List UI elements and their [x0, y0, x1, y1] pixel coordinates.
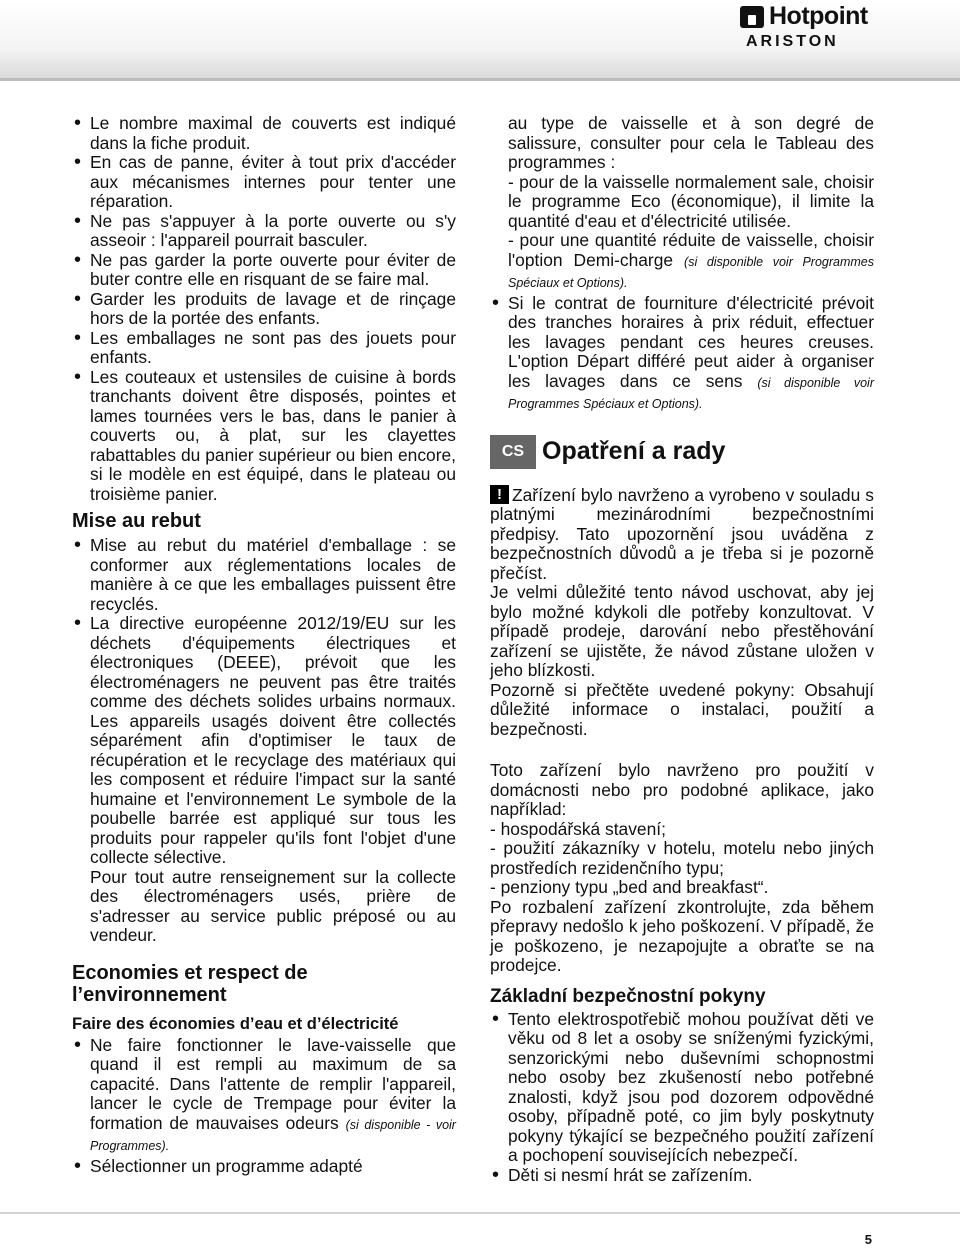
list-item: • En cas de panne, éviter à tout prix d'accéder aux mécanismes internes pour tenter une réparation.	[72, 153, 456, 212]
list-item: - použití zákazníky v hotelu, motelu nebo jiných prostředích rezidenčního typu;	[490, 838, 874, 878]
list-item: • Mise au rebut du matériel d'emballage : se conformer aux réglementations locales de manière à ce que les emballages puissent être recyclés.	[72, 536, 456, 614]
left-column	[72, 114, 456, 1176]
paragraph	[490, 231, 874, 294]
list-item: • Les emballages ne sont pas des jouets pour enfants.	[72, 329, 456, 368]
list-item: • Ne pas garder la porte ouverte pour éviter de buter contre elle en risquant de se faire mal.	[72, 251, 456, 290]
list-item	[72, 1036, 456, 1157]
list-item: • La directive européenne 2012/19/EU sur les déchets d'équipements électriques et électroniques (DEEE), prévoit que les électroménagers ne peuvent pas être traités comme des déchets solides urbains normaux. Les appareils usagés doivent être collectés séparément afin d'optimiser le taux de récupération et le recyclage des matériaux qui les composent et réduire l'impact sur la santé humaine et l'environnement Le symbole de la poubelle barrée est appliqué sur tous les produits pour rappeler qu'ils font l'objet d'une collecte sélective.	[72, 614, 456, 868]
list-item: • Garder les produits de lavage et de rinçage hors de la portée des enfants.	[72, 290, 456, 329]
right-column	[490, 114, 874, 1185]
list-item: • Sélectionner un programme adapté	[72, 1157, 456, 1177]
brand-name-ariston: ARISTON	[746, 33, 839, 50]
subheading-economies: Faire des économies d’eau et d’électricité	[72, 1014, 399, 1033]
list-item: • Le nombre maximal de couverts est indiqué dans la fiche produit.	[72, 114, 456, 153]
brand-logo	[740, 2, 872, 51]
paragraph: Pozorně si přečtěte uvedené pokyny: Obsahují důležité informace o instalaci, použití a bezpečnosti.	[490, 679, 874, 739]
house-icon	[740, 6, 764, 28]
list-item-text: Si le contrat de fourniture d'électricité prévoit des tranches horaires à prix réduit, effectuer les lavages pendant ces heures creuses. L'option Départ différé peut aider à organiser les lavages dans ce sens	[508, 292, 874, 391]
language-badge: CS	[490, 435, 536, 469]
note-text: (si disponible - voir Programmes).	[90, 1117, 456, 1153]
note-text: (si disponible voir Programmes Spéciaux et Options).	[508, 254, 875, 290]
section-heading-safety: Základní bezpečnostní pokyny	[490, 985, 766, 1007]
list-item: - hospodářská stavení;	[490, 818, 666, 839]
note-text: (si disponible voir Programmes Spéciaux et Options).	[508, 375, 874, 411]
paragraph: Toto zařízení bylo navrženo pro použití v domácnosti nebo pro podobné aplikace, jako například:	[490, 760, 874, 819]
header-divider	[0, 78, 960, 81]
section-title-cs: Opatření a rady	[542, 437, 726, 465]
list-item-text: Ne faire fonctionner le lave-vaisselle que quand il est rempli au maximum de sa capacité. Dans l'attente de remplir l'appareil, lancer le cycle de Trempage pour éviter la formation de mauvaises odeurs	[90, 1034, 456, 1133]
paragraph: Pour tout autre renseignement sur la collecte des électroménagers usés, prière de s'adresser au service public préposé ou au vendeur.	[90, 866, 456, 945]
paragraph: - pour de la vaisselle normalement sale, choisir le programme Eco (économique), il limite la quantité d'eau et d'électricité utilisée.	[508, 171, 874, 231]
paragraph-text: Zařízení bylo navrženo a vyrobeno v souladu s platnými mezinárodními bezpečnostními předpisy. Tato upozornění jsou uváděna z bezpečnostních důvodů a je třeba si je pozorně přečíst.	[490, 484, 874, 583]
warning-icon	[490, 485, 509, 504]
paragraph: Po rozbalení zařízení zkontrolujte, zda během přepravy nedošlo k jeho poškození. V případě, že je poškozeno, je nezapojujte a obraťte se na prodejce.	[490, 896, 874, 975]
paragraph: au type de vaisselle et à son degré de salissure, consulter pour cela le Tableau des programmes :	[508, 113, 874, 172]
page-number: 5	[864, 1232, 872, 1247]
list-item: - penziony typu „bed and breakfast“.	[490, 877, 769, 897]
list-item: • Ne pas s'appuyer à la porte ouverte ou s'y asseoir : l'appareil pourrait basculer.	[72, 212, 456, 251]
paragraph: Je velmi důležité tento návod uschovat, aby jej bylo možné kdykoli dle potřeby konzultovat. V případě prodeje, darování nebo přestěhování zařízení se ujistěte, že návod zůstane uložen v jeho blízkosti.	[490, 582, 874, 680]
language-section-header	[490, 435, 874, 469]
brand-name-hotpoint: Hotpoint	[769, 2, 868, 30]
section-heading-economies: Economies et respect de l’environnement	[72, 961, 308, 1006]
list-item: • Tento elektrospotřebič mohou používat děti ve věku od 8 let a osoby se sníženými fyzickými, senzorickými nebo duševními schopnostmi nebo osoby bez zkušeností nebo potřebné znalosti, když jsou pod dozorem odpovědné osoby, případně poté, co jim byly poskytnuty pokyny týkající se bezpečného použití zařízení a pochopení souvisejících nebezpečí.	[490, 1010, 874, 1166]
paragraph	[490, 485, 874, 584]
paragraph-text: - pour une quantité réduite de vaisselle, choisir l'option Demi-charge	[508, 230, 874, 270]
section-heading-rebut: Mise au rebut	[72, 510, 201, 532]
list-item	[490, 294, 874, 415]
list-item: • Les couteaux et ustensiles de cuisine à bords tranchants doivent être disposés, pointes et lames tournées vers le bas, dans le panier à couverts ou, à plat, sur les clayettes rabattables du panier supérieur ou bien encore, si le modèle en est équipé, dans le plateau ou troisième panier.	[72, 368, 456, 505]
footer-divider	[0, 1212, 960, 1214]
list-item: • Děti si nesmí hrát se zařízením.	[490, 1166, 874, 1186]
